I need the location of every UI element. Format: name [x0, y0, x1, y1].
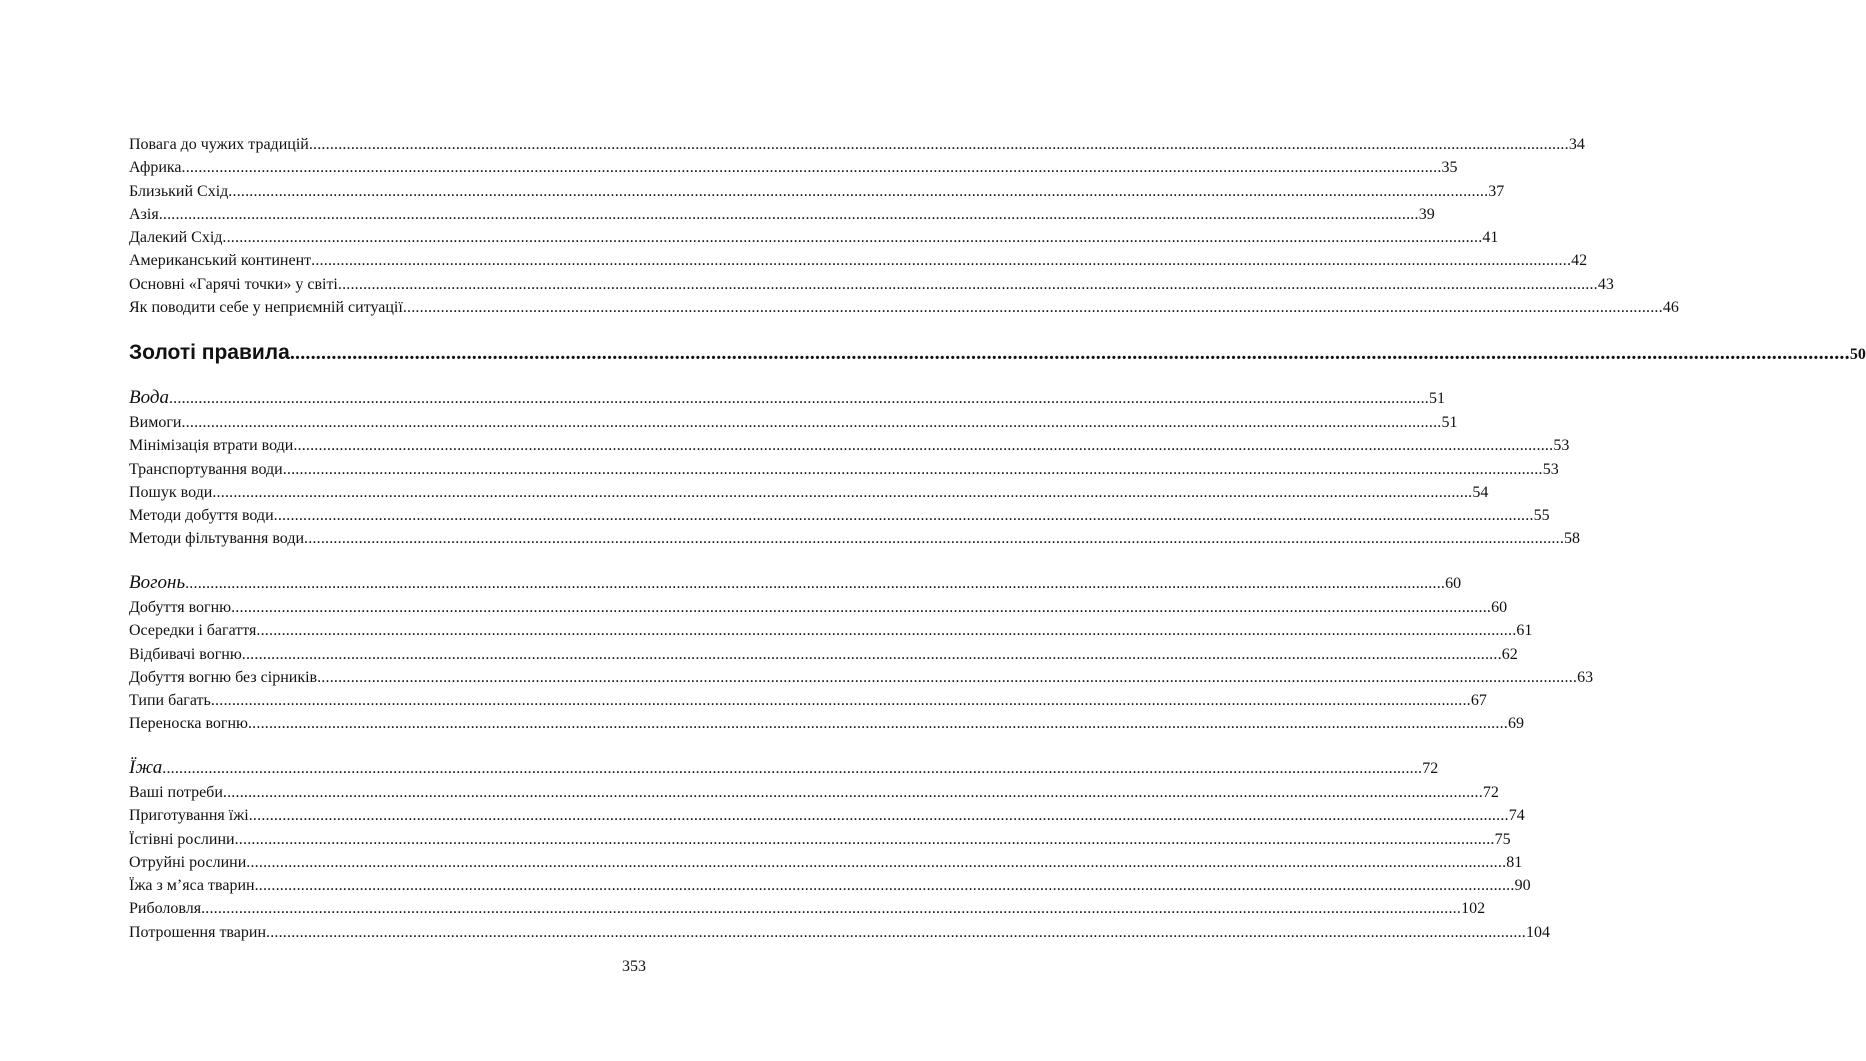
toc-group-fire [129, 570, 1594, 736]
toc-entry: Транспортування води ............................................................................................................................................................................................................................................................................................................ 53 [129, 458, 654, 481]
leader-dots: ............................................................................................................................................................................................................................................................................................................ [228, 182, 1489, 200]
toc-section-heading: Вода ............................................................................................................................................................................................................................................................................................................ 51 [129, 385, 654, 411]
toc-entry: Повага до чужих традицій ............................................................................................................................................................................................................................................................................................................ 34 [129, 133, 654, 156]
toc-entry: Типи багать ............................................................................................................................................................................................................................................................................................................ 67 [129, 689, 654, 712]
leader-dots: ............................................................................................................................................................................................................................................................................................................ [254, 877, 1515, 895]
toc-entry: Добуття вогню ............................................................................................................................................................................................................................................................................................................ 60 [129, 596, 654, 619]
leader-dots: ............................................................................................................................................................................................................................................................................................................ [282, 460, 1543, 478]
leader-dots: ............................................................................................................................................................................................................................................................................................................ [337, 275, 1598, 293]
toc-entry: Риболовля ............................................................................................................................................................................................................................................................................................................ 102 [129, 897, 654, 920]
leader-dots: ............................................................................................................................................................................................................................................................................................................ [168, 390, 1429, 407]
toc-section-heading: Вогонь ............................................................................................................................................................................................................................................................................................................ 60 [129, 570, 654, 596]
toc-entry: Відбивачі вогню ............................................................................................................................................................................................................................................................................................................ 62 [129, 643, 654, 666]
toc-chapter-heading: Золоті правила ............................................................................................................................................................................................................................................................................................................ 50 [129, 338, 654, 368]
leader-dots: ............................................................................................................................................................................................................................................................................................................ [311, 252, 1572, 270]
leader-dots: ............................................................................................................................................................................................................................................................................................................ [212, 483, 1473, 501]
toc-group-water [129, 385, 1581, 551]
toc-entry: Мінімізація втрати води ............................................................................................................................................................................................................................................................................................................ 53 [129, 434, 654, 457]
leader-dots: ............................................................................................................................................................................................................................................................................................................ [181, 414, 1442, 431]
leader-dots: ............................................................................................................................................................................................................................................................................................................ [234, 830, 1495, 848]
leader-dots: ............................................................................................................................................................................................................................................................................................................ [181, 159, 1442, 177]
leader-dots: ............................................................................................................................................................................................................................................................................................................ [308, 136, 1569, 153]
leader-dots: ............................................................................................................................................................................................................................................................................................................ [317, 668, 1578, 686]
toc-group-traditions [129, 133, 1679, 319]
toc-entry: Приготування їжі ............................................................................................................................................................................................................................................................................................................ 74 [129, 804, 654, 827]
leader-dots: ............................................................................................................................................................................................................................................................................................................ [222, 229, 1483, 247]
toc-group-golden-rules [129, 338, 1866, 368]
leader-dots: ............................................................................................................................................................................................................................................................................................................ [273, 507, 1534, 525]
toc-entry: Ваші потреби ............................................................................................................................................................................................................................................................................................................ 72 [129, 781, 654, 804]
toc-entry: Їжа з м’яса тварин ............................................................................................................................................................................................................................................................................................................ 90 [129, 874, 654, 897]
toc-entry: Вимоги ............................................................................................................................................................................................................................................................................................................ 51 [129, 411, 654, 434]
toc-entry: Як поводити себе у неприємній ситуації ............................................................................................................................................................................................................................................................................................................ 46 [129, 296, 654, 319]
leader-dots: ............................................................................................................................................................................................................................................................................................................ [266, 923, 1526, 941]
toc-section-heading: Їжа ............................................................................................................................................................................................................................................................................................................ 72 [129, 755, 654, 781]
toc-entry: Далекий Схід ............................................................................................................................................................................................................................................................................................................ 41 [129, 226, 654, 249]
toc-entry: Методи добуття води ............................................................................................................................................................................................................................................................................................................ 55 [129, 504, 654, 527]
leader-dots: ............................................................................................................................................................................................................................................................................................................ [248, 807, 1509, 825]
leader-dots: ............................................................................................................................................................................................................................................................................................................ [222, 784, 1483, 801]
toc-entry: Методи фільтування води ............................................................................................................................................................................................................................................................................................................ 58 [129, 527, 654, 550]
toc-entry: Переноска вогню ............................................................................................................................................................................................................................................................................................................ 69 [129, 712, 654, 735]
leader-dots: ............................................................................................................................................................................................................................................................................................................ [210, 692, 1471, 710]
toc-entry: Американський континент ............................................................................................................................................................................................................................................................................................................ 42 [129, 249, 654, 272]
page-number: 353 [622, 958, 646, 975]
toc-entry: Їстівні рослини ............................................................................................................................................................................................................................................................................................................ 75 [129, 828, 654, 851]
leader-dots: ............................................................................................................................................................................................................................................................................................................ [304, 530, 1565, 548]
toc-entry: Пошук води ............................................................................................................................................................................................................................................................................................................ 54 [129, 481, 654, 504]
leader-dots: ............................................................................................................................................................................................................................................................................................................ [185, 575, 1446, 592]
leader-dots: ............................................................................................................................................................................................................................................................................................................ [402, 299, 1663, 317]
leader-dots: ............................................................................................................................................................................................................................................................................................................ [256, 622, 1517, 640]
toc-entry: Основні «Гарячі точки» у світі ............................................................................................................................................................................................................................................................................................................ 43 [129, 273, 654, 296]
toc-entry: Отруйні рослини ............................................................................................................................................................................................................................................................................................................ 81 [129, 851, 654, 874]
toc-group-food [129, 755, 1550, 944]
leader-dots: ............................................................................................................................................................................................................................................................................................................ [231, 599, 1492, 616]
leader-dots: ............................................................................................................................................................................................................................................................................................................ [201, 900, 1462, 918]
leader-dots: ............................................................................................................................................................................................................................................................................................................ [247, 715, 1508, 733]
leader-dots: ............................................................................................................................................................................................................................................................................................................ [158, 205, 1419, 223]
toc-entry: Близький Схід ............................................................................................................................................................................................................................................................................................................ 37 [129, 180, 654, 203]
toc-entry: Осередки і багаття ............................................................................................................................................................................................................................................................................................................ 61 [129, 619, 654, 642]
toc-entry: Потрошення тварин ............................................................................................................................................................................................................................................................................................................ 104 [129, 921, 654, 944]
toc-entry: Азія ............................................................................................................................................................................................................................................................................................................ 39 [129, 203, 654, 226]
leader-dots: ............................................................................................................................................................................................................................................................................................................ [293, 437, 1554, 455]
leader-dots: ............................................................................................................................................................................................................................................................................................................ [289, 342, 1850, 364]
leader-dots: ............................................................................................................................................................................................................................................................................................................ [162, 760, 1423, 777]
toc-entry: Добуття вогню без сірників ............................................................................................................................................................................................................................................................................................................ 63 [129, 666, 654, 689]
toc-entry: Африка ............................................................................................................................................................................................................................................................................................................ 35 [129, 156, 654, 179]
leader-dots: ............................................................................................................................................................................................................................................................................................................ [241, 645, 1502, 663]
leader-dots: ............................................................................................................................................................................................................................................................................................................ [246, 853, 1507, 871]
